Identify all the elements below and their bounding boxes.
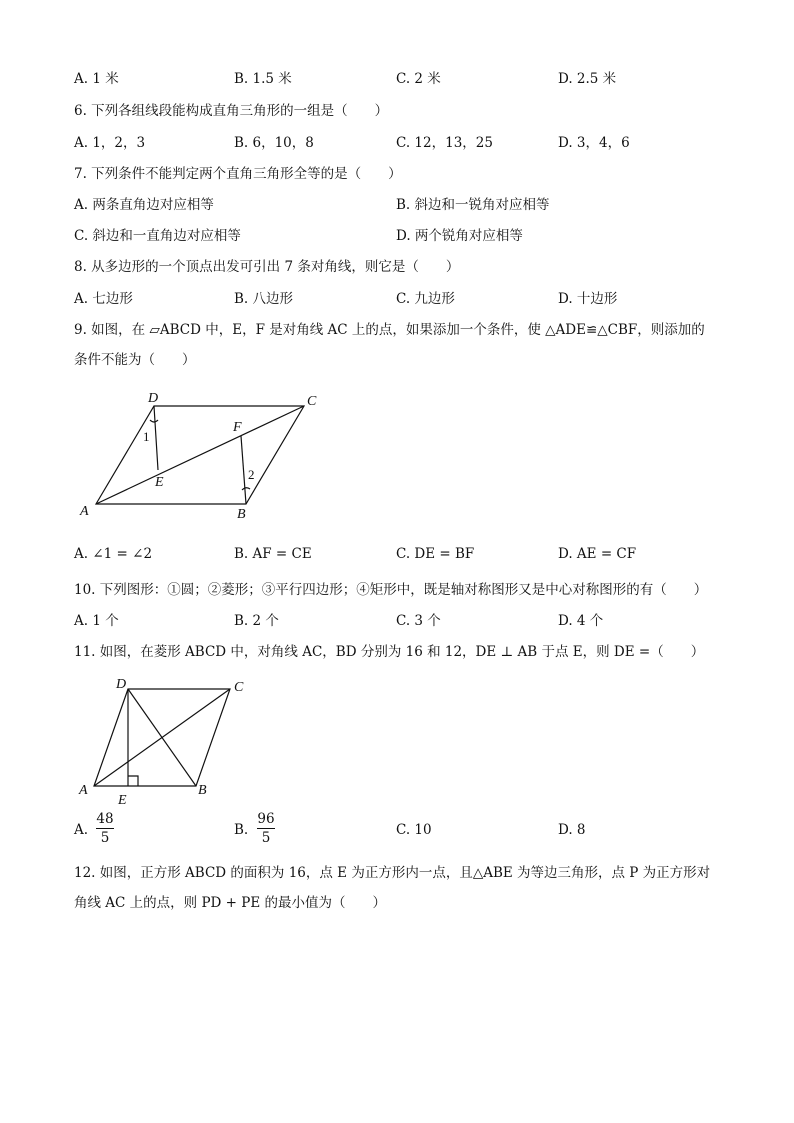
q11-option-a-denominator: 5 bbox=[100, 830, 110, 846]
q6-option-d: D. 3，4，6 bbox=[558, 135, 630, 151]
q9-label-b: B bbox=[237, 507, 246, 522]
q11-option-b-prefix: B. bbox=[234, 822, 249, 838]
q7-stem: 7. 下列条件不能判定两个直角三角形全等的是（ ） bbox=[74, 166, 402, 182]
q11-label-a: A bbox=[79, 783, 88, 798]
q6-stem: 6. 下列各组线段能构成直角三角形的一组是（ ） bbox=[74, 103, 389, 119]
q10-option-a: A. 1 个 bbox=[74, 613, 119, 629]
q12-stem-line1: 12. 如图，正方形 ABCD 的面积为 16，点 E 为正方形内一点，且△ABE 为等边三角形，点 P 为正方形对 bbox=[74, 865, 711, 881]
q8-option-b: B. 八边形 bbox=[234, 291, 294, 307]
q12-stem-line2: 角线 AC 上的点，则 PD + PE 的最小值为（ ） bbox=[74, 895, 386, 911]
q7-option-d: D. 两个锐角对应相等 bbox=[396, 228, 523, 244]
q7-option-a: A. 两条直角边对应相等 bbox=[74, 197, 214, 213]
q11-label-d: D bbox=[116, 677, 127, 692]
q5-option-a: A. 1 米 bbox=[74, 71, 119, 87]
q11-option-b-numerator: 96 bbox=[257, 811, 275, 827]
q7-option-c: C. 斜边和一直角边对应相等 bbox=[74, 228, 241, 244]
q11-label-b: B bbox=[198, 783, 207, 798]
q11-option-a-fraction-bar bbox=[96, 828, 114, 829]
q9-label-d: D bbox=[148, 391, 159, 406]
q11-option-a-numerator: 48 bbox=[96, 811, 114, 827]
q11-option-a-fraction bbox=[96, 811, 114, 846]
q7-option-b: B. 斜边和一锐角对应相等 bbox=[396, 197, 550, 213]
q5-option-c: C. 2 米 bbox=[396, 71, 441, 87]
q11-option-b-fraction-bar bbox=[257, 828, 275, 829]
q8-stem: 8. 从多边形的一个顶点出发可引出 7 条对角线，则它是（ ） bbox=[74, 259, 460, 275]
q11-diagonal-bd bbox=[128, 689, 196, 786]
q11-option-d: D. 8 bbox=[558, 822, 586, 838]
q10-option-b: B. 2 个 bbox=[234, 613, 279, 629]
q9-option-c: C. DE = BF bbox=[396, 546, 475, 562]
q9-label-angle-1: 1 bbox=[143, 429, 150, 444]
q11-right-angle-mark bbox=[128, 776, 138, 786]
q11-option-b-denominator: 5 bbox=[261, 830, 271, 846]
q8-option-d: D. 十边形 bbox=[558, 291, 618, 307]
q9-label-f: F bbox=[233, 420, 242, 435]
q11-label-e: E bbox=[118, 793, 127, 808]
q11-option-c: C. 10 bbox=[396, 822, 432, 838]
q9-label-e: E bbox=[155, 475, 164, 490]
q9-option-d: D. AE = CF bbox=[558, 546, 637, 562]
q9-label-a: A bbox=[80, 504, 89, 519]
q11-option-b-fraction bbox=[257, 811, 275, 846]
q11-stem: 11. 如图，在菱形 ABCD 中，对角线 AC，BD 分别为 16 和 12，DE ⊥ AB 于点 E，则 DE =（ ） bbox=[74, 644, 705, 660]
q11-label-c: C bbox=[234, 680, 244, 695]
q9-stem-line2: 条件不能为（ ） bbox=[74, 352, 196, 368]
q6-option-b: B. 6，10，8 bbox=[234, 135, 314, 151]
q9-label-c: C bbox=[307, 394, 317, 409]
q11-option-a-prefix: A. bbox=[74, 822, 89, 838]
q9-stem-line1: 9. 如图，在 ▱ABCD 中，E，F 是对角线 AC 上的点，如果添加一个条件，使 △ADE≌△CBF，则添加的 bbox=[74, 322, 705, 338]
q9-label-angle-2: 2 bbox=[248, 467, 255, 482]
q5-option-d: D. 2.5 米 bbox=[558, 71, 617, 87]
q6-option-a: A. 1，2，3 bbox=[74, 135, 146, 151]
q9-option-b: B. AF = CE bbox=[234, 546, 312, 562]
q8-option-c: C. 九边形 bbox=[396, 291, 455, 307]
q6-option-c: C. 12，13，25 bbox=[396, 135, 493, 151]
q10-option-d: D. 4 个 bbox=[558, 613, 604, 629]
q5-option-b: B. 1.5 米 bbox=[234, 71, 292, 87]
q8-option-a: A. 七边形 bbox=[74, 291, 133, 307]
q9-option-a: A. ∠1 = ∠2 bbox=[74, 546, 153, 562]
q10-stem: 10. 下列图形：①圆；②菱形；③平行四边形；④矩形中，既是轴对称图形又是中心对称图形的有（ ） bbox=[74, 582, 708, 598]
q10-option-c: C. 3 个 bbox=[396, 613, 441, 629]
